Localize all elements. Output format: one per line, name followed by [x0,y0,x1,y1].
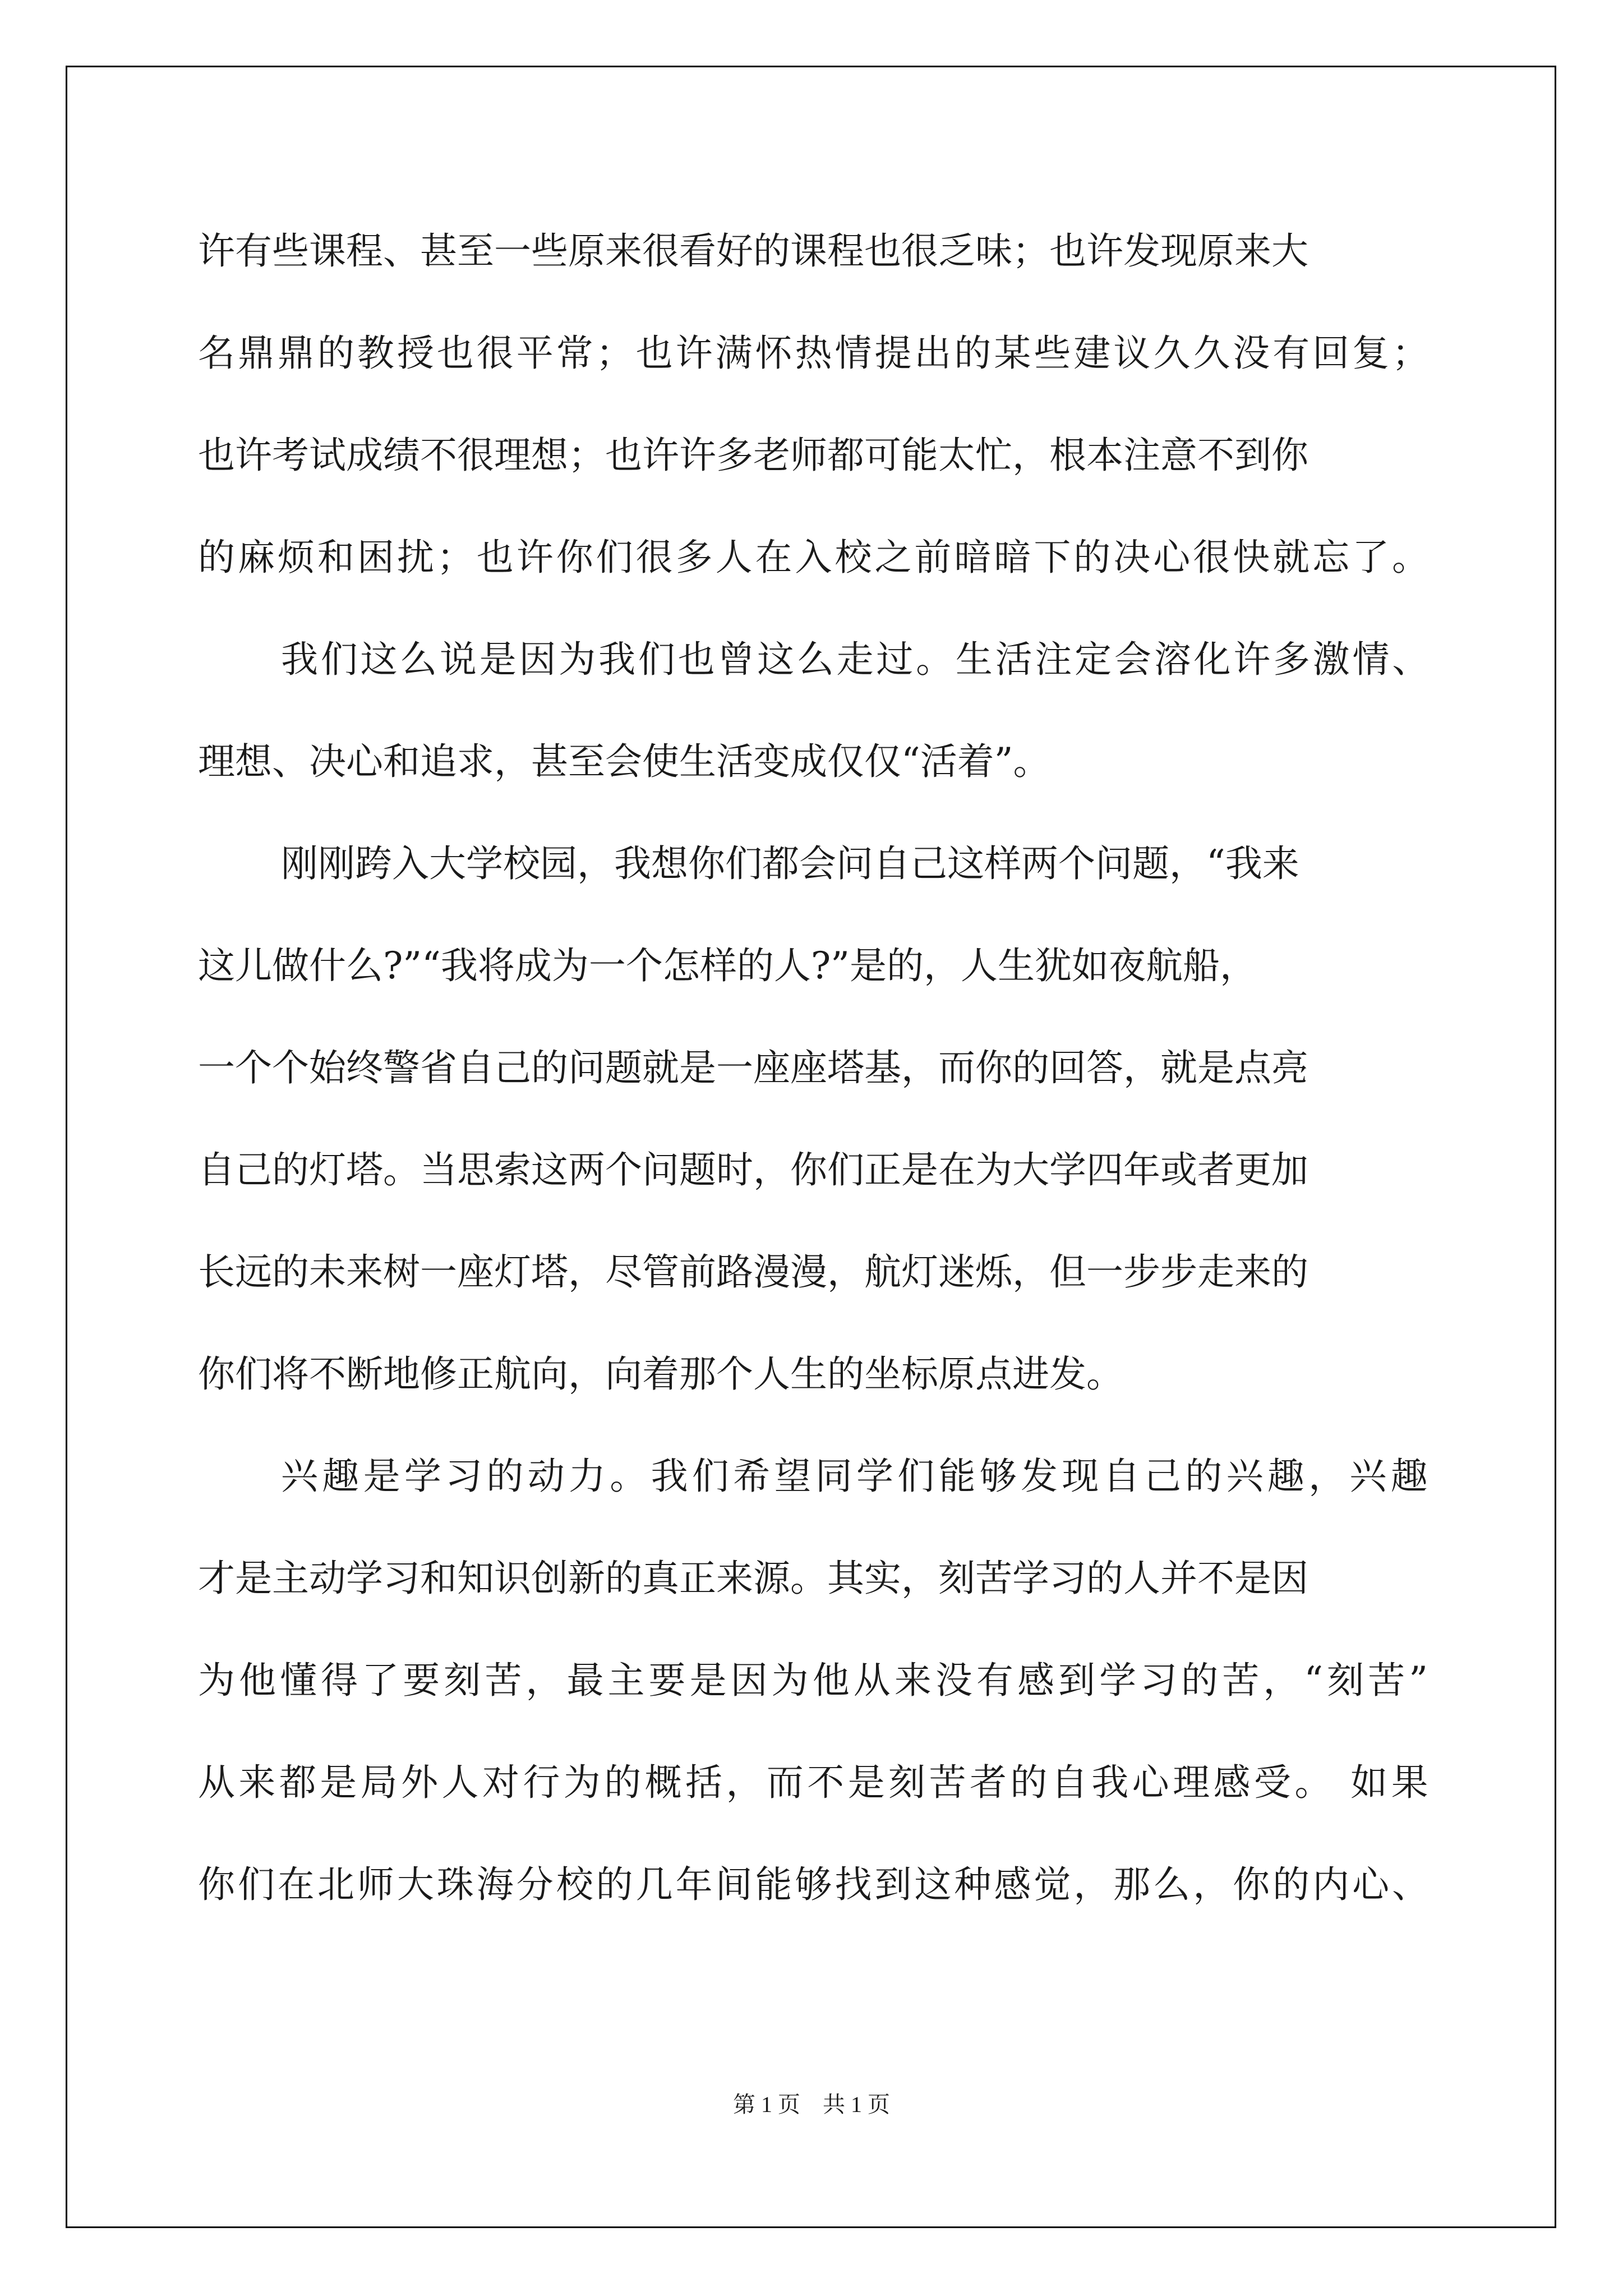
text-line: 你们将不断地修正航向，向着那个人生的坐标原点进发。 [198,1352,1123,1396]
text-line: 这儿做什么?”“我将成为一个怎样的人?”是的，人生犹如夜航船， [198,944,1257,987]
paragraph-first-line: 兴趣是学习的动力。我们希望同学们能够发现自己的兴趣，兴趣 [281,1455,1432,1498]
text-line: 也许考试成绩不很理想；也许许多老师都可能太忙，根本注意不到你 [198,434,1308,477]
document-body [198,215,1432,1950]
text-line: 理想、决心和追求，甚至会使生活变成仅仅“活着”。 [198,740,1050,783]
text-line: 一个个始终警省自己的问题就是一座座塔基，而你的回答，就是点亮 [198,1046,1308,1089]
paragraph-first-line: 刚刚跨入大学校园，我想你们都会问自己这样两个问题，“我来 [281,842,1299,885]
text-line: 自己的灯塔。当思索这两个问题时，你们正是在为大学四年或者更加 [198,1148,1308,1191]
text-line: 长远的未来树一座灯塔，尽管前路漫漫，航灯迷烁，但一步步走来的 [198,1250,1308,1294]
text-line: 才是主动学习和知识创新的真正来源。其实，刻苦学习的人并不是因 [198,1557,1308,1600]
text-line: 从来都是局外人对行为的概括，而不是刻苦者的自我心理感受。 如果 [198,1761,1432,1804]
page-footer: 第 1 页 共 1 页 [733,2092,890,2117]
paragraph-first-line: 我们这么说是因为我们也曾这么走过。生活注定会溶化许多激情、 [281,638,1432,681]
text-line: 名鼎鼎的教授也很平常；也许满怀热情提出的某些建议久久没有回复； [198,332,1432,375]
text-line: 许有些课程、甚至一些原来很看好的课程也很乏味；也许发现原来大 [198,229,1308,273]
text-line: 为他懂得了要刻苦，最主要是因为他从来没有感到学习的苦，“刻苦” [198,1659,1432,1702]
text-line: 你们在北师大珠海分校的几年间能够找到这种感觉，那么，你的内心、 [198,1863,1432,1906]
text-line: 的麻烦和困扰；也许你们很多人在入校之前暗暗下的决心很快就忘了。 [198,536,1432,579]
